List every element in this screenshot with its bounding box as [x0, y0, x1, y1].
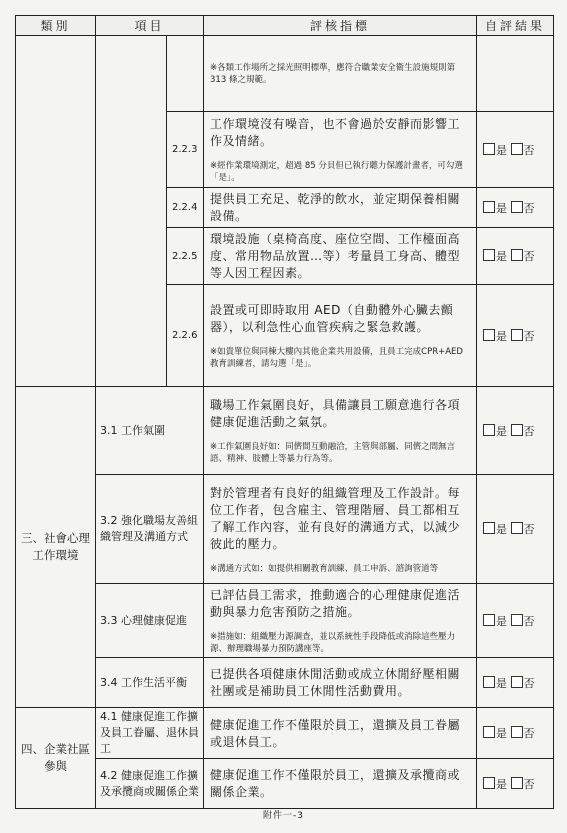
criterion-text-cell	[204, 475, 477, 584]
item-label: 3.3 心理健康促進	[96, 584, 204, 658]
criterion-note: ※措施如：組織壓力源調查，並以系統性手段降低或消除這些壓力源、辦理職場暴力預防講座等。	[210, 632, 456, 654]
yes-checkbox[interactable]	[483, 249, 495, 261]
criterion-code: 2.2.4	[167, 188, 204, 228]
item-label: 4.2 健康促進工作擴及承攬商或關係企業	[96, 759, 204, 809]
criterion-text: 設置或可即時取用 AED（自動體外心臟去顫器），以利急性心血管疾病之緊急救護。	[210, 303, 454, 334]
result-checkboxes: 是 否	[477, 475, 554, 584]
no-checkbox[interactable]	[511, 726, 523, 738]
yes-checkbox[interactable]	[483, 676, 495, 688]
table-header-row	[16, 16, 554, 36]
no-checkbox[interactable]	[511, 777, 523, 789]
result-checkboxes: 是 否	[477, 584, 554, 658]
no-checkbox[interactable]	[511, 201, 523, 213]
criterion-text-cell	[204, 188, 477, 228]
criterion-text-cell	[204, 759, 477, 809]
no-checkbox[interactable]	[511, 522, 523, 534]
criterion-text-cell	[204, 708, 477, 759]
item-cell-empty	[96, 36, 167, 387]
table-row	[16, 658, 554, 708]
no-checkbox[interactable]	[511, 329, 523, 341]
criterion-text: 工作環境沒有噪音，也不會過於安靜而影響工作及情緒。	[210, 117, 461, 148]
result-checkboxes: 是 否	[477, 112, 554, 188]
criterion-text-cell	[204, 387, 477, 475]
criterion-note: ※如貴單位與同棟大樓內其他企業共用設備，且員工完成CPR+AED 教育訓練者，請勾選「是」。	[210, 347, 463, 369]
yes-checkbox[interactable]	[483, 522, 495, 534]
no-checkbox[interactable]	[511, 143, 523, 155]
criterion-text: 對於管理者有良好的組織管理及工作設計。每位工作者，包含雇主、管理階層、員工都相互了解工作內容，並有良好的溝通方式，以減少彼此的壓力。	[210, 485, 461, 551]
criterion-code	[167, 36, 204, 112]
category-cell: 三、社會心理工作環境	[16, 387, 96, 708]
category-cell: 四、企業社區參與	[16, 708, 96, 809]
yes-checkbox[interactable]	[483, 201, 495, 213]
result-checkboxes: 是 否	[477, 708, 554, 759]
header-criteria: 評核指標	[204, 16, 477, 36]
no-checkbox[interactable]	[511, 249, 523, 261]
no-checkbox[interactable]	[511, 424, 523, 436]
criterion-text-cell	[204, 36, 477, 112]
yes-checkbox[interactable]	[483, 329, 495, 341]
criterion-text: 已提供各項健康休閒活動或成立休閒紓壓相關社團或是補助員工休閒性活動費用。	[210, 667, 461, 698]
item-label: 4.1 健康促進工作擴及員工眷屬、退休員工	[96, 708, 204, 759]
header-item: 項目	[96, 16, 204, 36]
yes-checkbox[interactable]	[483, 614, 495, 626]
item-label: 3.2 強化職場友善組織管理及溝通方式	[96, 475, 204, 584]
criterion-note: ※各類工作場所之採光照明標準，應符合職業安全衛生設施規則第 313 條之規範。	[210, 63, 456, 85]
table-row	[16, 584, 554, 658]
criterion-text: 已評估員工需求，推動適合的心理健康促進活動與暴力危害預防之措施。	[210, 588, 461, 619]
criterion-text: 健康促進工作不僅限於員工，還擴及員工眷屬或退休員工。	[210, 717, 461, 749]
result-cell-empty	[477, 36, 554, 112]
table-row	[16, 475, 554, 584]
result-checkboxes: 是 否	[477, 188, 554, 228]
criterion-note: ※溝通方式如：如提供相關教育訓練、員工申訴、諮詢管道等	[210, 563, 439, 574]
result-checkboxes: 是 否	[477, 759, 554, 809]
criterion-text-cell	[204, 658, 477, 708]
no-checkbox[interactable]	[511, 614, 523, 626]
table-row	[16, 759, 554, 809]
item-label: 3.4 工作生活平衡	[96, 658, 204, 708]
table-row	[16, 387, 554, 475]
criterion-text: 提供員工充足、乾淨的飲水，並定期保養相關設備。	[210, 192, 461, 223]
table-row	[16, 36, 554, 112]
evaluation-table	[15, 15, 554, 809]
header-result: 自評結果	[477, 16, 554, 36]
no-checkbox[interactable]	[511, 676, 523, 688]
yes-checkbox[interactable]	[483, 424, 495, 436]
category-cell-empty	[16, 36, 96, 387]
item-label: 3.1 工作氣圍	[96, 387, 204, 475]
result-checkboxes: 是 否	[477, 658, 554, 708]
criterion-code: 2.2.6	[167, 285, 204, 387]
table-row	[16, 708, 554, 759]
yes-checkbox[interactable]	[483, 143, 495, 155]
yes-checkbox[interactable]	[483, 726, 495, 738]
criterion-text-cell	[204, 112, 477, 188]
criterion-text-cell	[204, 285, 477, 387]
yes-checkbox[interactable]	[483, 777, 495, 789]
result-checkboxes: 是 否	[477, 285, 554, 387]
criterion-note: ※經作業環境測定，超過 85 分貝但已執行聽力保護計畫者，可勾選「是」。	[210, 161, 463, 183]
criterion-code: 2.2.5	[167, 228, 204, 285]
result-checkboxes: 是 否	[477, 387, 554, 475]
criterion-text-cell	[204, 584, 477, 658]
criterion-code: 2.2.3	[167, 112, 204, 188]
criterion-text: 健康促進工作不僅限於員工，還擴及承攬商或關係企業。	[210, 768, 461, 799]
page-footer: 附件一-3	[263, 811, 304, 821]
criterion-note: ※工作氣圍良好如：同儕間互動融洽，主管與部屬、同儕之間無言語、精神、肢體上等暴力行為等。	[210, 442, 456, 464]
result-checkboxes: 是 否	[477, 228, 554, 285]
header-category: 類別	[16, 16, 96, 36]
criterion-text: 職場工作氣圍良好，具備讓員工願意進行各項健康促進活動之氣氛。	[210, 398, 461, 429]
criterion-text: 環境設施（桌椅高度、座位空間、工作檯面高度、常用物品放置…等）考量員工身高、體型等人因工程因素。	[210, 232, 461, 280]
criterion-text-cell	[204, 228, 477, 285]
